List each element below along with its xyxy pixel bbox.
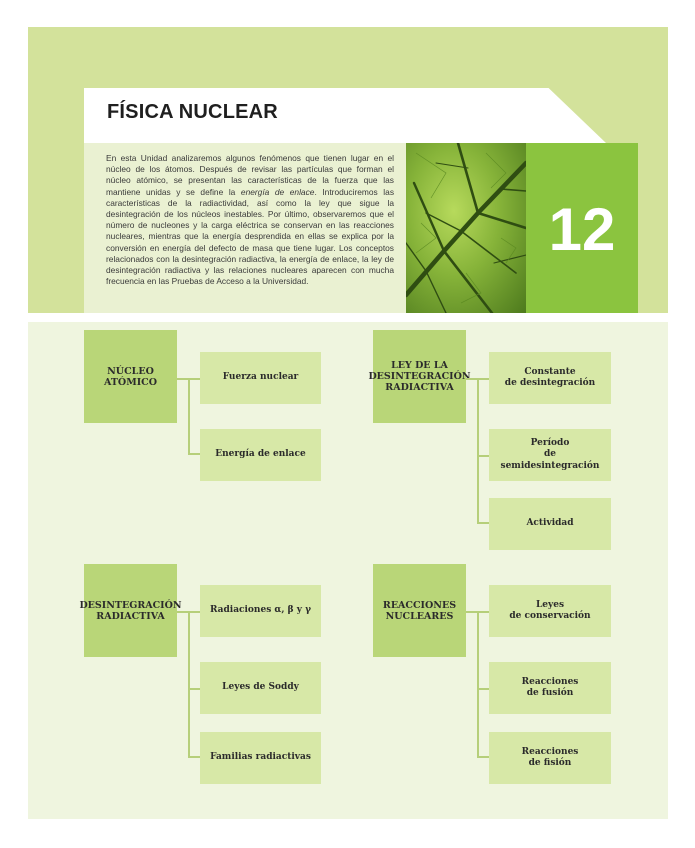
leaf-vein-image — [406, 143, 526, 313]
connector — [188, 611, 200, 613]
page-title: FÍSICA NUCLEAR — [107, 101, 278, 123]
connector — [188, 378, 200, 455]
concept-leyes-soddy: Leyes de Soddy — [200, 662, 321, 714]
concept-radiaciones: Radiaciones α, β y γ — [200, 585, 321, 637]
connector — [188, 688, 200, 690]
concept-reacciones-fusion: Reacciones de fusión — [489, 662, 611, 714]
intro-text-part2: . Introduciremos las características de la radiactividad, así como la ley que sigue la desintegración de los núcleos inestables. Por último, observaremos que el número de nucleones y la carga eléctrica se conservan en las reacciones nucleares, mientras que la energía desprendida en ellas se explica por la conversión en energía del defecto de masa que tiene lugar. Los conceptos relacionados con la desintegración radiactiva, la energía de enlace, la ley de desintegración radiactiva y las relaciones nucleares aparecen con mucha frecuencia en las Pruebas de Acceso a la Universidad. — [106, 186, 395, 287]
leaf-photo — [406, 143, 526, 313]
intro-text-part1: En esta Unidad analizaremos algunos fenómenos que tienen lugar en el núcleo de los átomos. Después de revisar las partículas que forman el núcleo atómico, se presentan las características de la fuerza que las mantiene unidas y se define la — [106, 153, 394, 197]
connector — [188, 611, 200, 758]
connector — [477, 378, 489, 524]
concept-constante-desintegracion: Constante de desintegración — [489, 352, 611, 404]
concept-nucleo-atomico: NÚCLEO ATÓMICO — [84, 330, 177, 423]
intro-text-emphasis: energía de enlace — [240, 186, 315, 197]
concept-desintegracion-radiactiva: DESINTEGRACIÓN RADIACTIVA — [84, 564, 177, 657]
concept-fuerza-nuclear: Fuerza nuclear — [200, 352, 321, 404]
connector — [188, 378, 200, 380]
concept-actividad: Actividad — [489, 498, 611, 550]
concept-familias-radiactivas: Familias radiactivas — [200, 732, 321, 784]
connector — [477, 611, 489, 758]
connector — [477, 688, 489, 690]
concept-leyes-conservacion: Leyes de conservación — [489, 585, 611, 637]
concept-ley-desintegracion: LEY DE LA DESINTEGRACIÓN RADIACTIVA — [373, 330, 466, 423]
concept-periodo-semidesintegracion: Período de semidesintegración — [489, 429, 611, 481]
concept-reacciones-nucleares: REACCIONES NUCLEARES — [373, 564, 466, 657]
connector — [477, 611, 489, 613]
chapter-number: 12 — [548, 196, 616, 263]
concept-energia-enlace: Energía de enlace — [200, 429, 321, 481]
connector — [477, 455, 489, 457]
intro-paragraph — [106, 153, 394, 287]
connector — [477, 378, 489, 380]
concept-reacciones-fision: Reacciones de fisión — [489, 732, 611, 784]
